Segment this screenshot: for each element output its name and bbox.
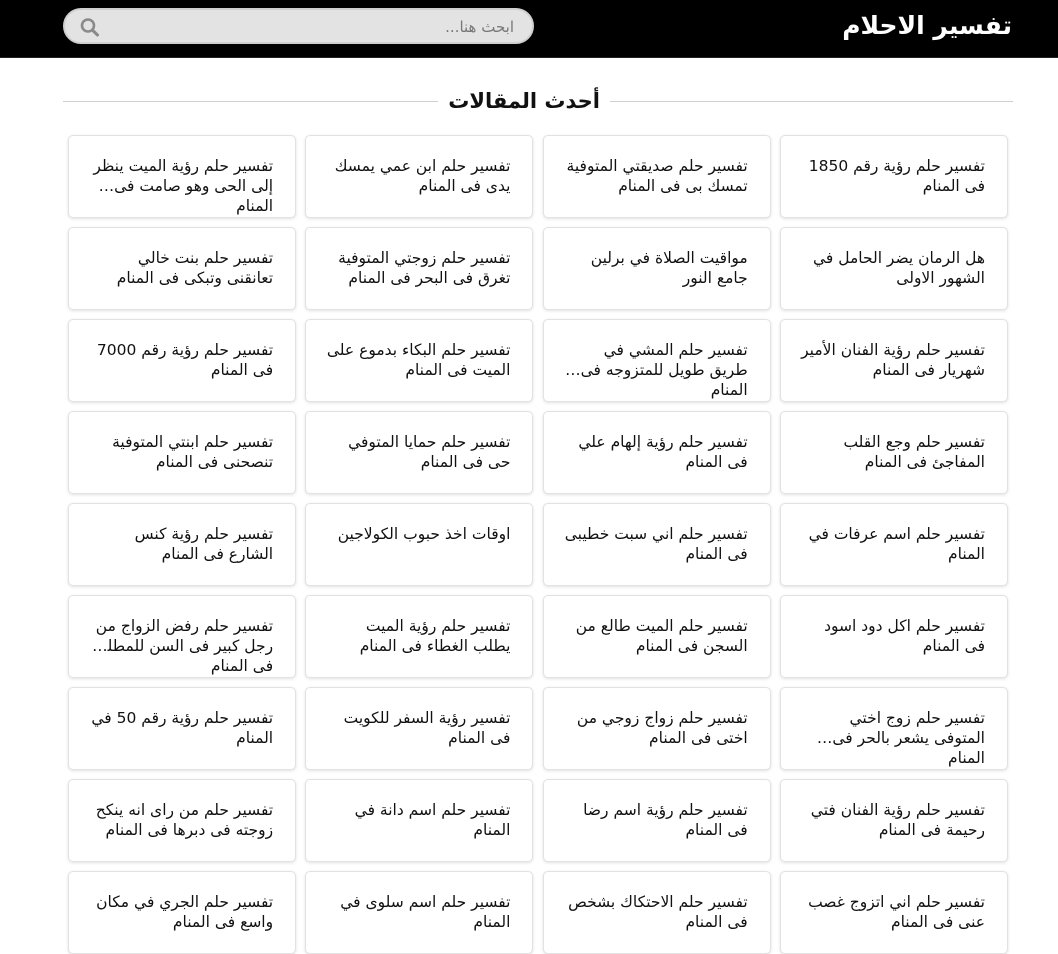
- article-card[interactable]: [780, 687, 1008, 770]
- search-input[interactable]: [112, 10, 516, 44]
- search-box: [63, 8, 534, 44]
- article-title[interactable]: تفسير حلم ابنتي المتوفية تنصحنى فى المنام: [112, 433, 274, 471]
- article-card[interactable]: [543, 779, 771, 862]
- article-card[interactable]: [543, 227, 771, 310]
- article-title[interactable]: تفسير حلم زوج اختي المتوفى يشعر بالحر فى المنام: [832, 709, 985, 767]
- article-title[interactable]: تفسير حلم رؤية كنس الشارع فى المنام: [134, 525, 274, 563]
- article-card[interactable]: [543, 135, 771, 218]
- article-title[interactable]: اوقات اخذ حبوب الكولاجين: [337, 525, 511, 543]
- article-title[interactable]: تفسير حلم رؤية الميت ينظر إلى الحى وهو صامت فى المنام: [93, 157, 274, 215]
- article-title[interactable]: تفسير حلم الاحتكاك بشخص فى المنام: [568, 893, 748, 931]
- article-title[interactable]: تفسير حلم رؤية الميت يطلب الغطاء فى المنام: [359, 617, 511, 655]
- article-title[interactable]: هل الرمان يضر الحامل في الشهور الاولى: [812, 249, 985, 287]
- article-card[interactable]: [68, 595, 296, 678]
- article-card[interactable]: [305, 871, 533, 954]
- article-card[interactable]: [305, 779, 533, 862]
- article-title[interactable]: تفسير حلم حمايا المتوفي حى فى المنام: [348, 433, 511, 471]
- article-card[interactable]: [68, 135, 296, 218]
- article-card[interactable]: [305, 319, 533, 402]
- site-logo[interactable]: تفسير الاحلام: [842, 11, 1012, 40]
- article-title[interactable]: تفسير حلم وجع القلب المفاجئ فى المنام: [843, 433, 985, 471]
- article-card[interactable]: [543, 595, 771, 678]
- article-card[interactable]: [780, 871, 1008, 954]
- top-bar: [0, 0, 1058, 58]
- article-card[interactable]: [780, 135, 1008, 218]
- article-title[interactable]: تفسير حلم زوجتي المتوفية تغرق فى البحر فى المنام: [338, 249, 511, 287]
- article-title[interactable]: تفسير حلم من راى انه ينكح زوجته فى دبرها فى المنام: [95, 801, 274, 839]
- article-card[interactable]: [68, 779, 296, 862]
- article-card[interactable]: [305, 227, 533, 310]
- article-title[interactable]: تفسير حلم اني سبت خطيبى فى المنام: [564, 525, 748, 563]
- article-title[interactable]: تفسير حلم اسم دانة في المنام: [354, 801, 511, 839]
- article-card[interactable]: [305, 687, 533, 770]
- article-card[interactable]: [780, 227, 1008, 310]
- article-title[interactable]: تفسير حلم اسم عرفات في المنام: [808, 525, 985, 563]
- article-card[interactable]: [68, 227, 296, 310]
- article-title[interactable]: تفسير حلم رؤية الفنان الأمير شهريار فى المنام: [801, 341, 985, 379]
- article-card[interactable]: [780, 595, 1008, 678]
- article-card[interactable]: [543, 411, 771, 494]
- article-card[interactable]: [780, 319, 1008, 402]
- article-card[interactable]: [68, 319, 296, 402]
- article-title[interactable]: تفسير حلم الجري في مكان واسع فى المنام: [96, 893, 274, 931]
- article-card[interactable]: [543, 871, 771, 954]
- article-card[interactable]: [780, 503, 1008, 586]
- article-card[interactable]: [543, 687, 771, 770]
- search-icon[interactable]: [79, 17, 101, 37]
- article-title[interactable]: تفسير حلم رؤية رقم 50 في المنام: [91, 709, 274, 747]
- articles-grid: [68, 135, 1008, 954]
- article-card[interactable]: [780, 779, 1008, 862]
- article-title[interactable]: تفسير حلم زواج زوجي من اختى فى المنام: [576, 709, 748, 747]
- article-title[interactable]: تفسير حلم اني اتزوج غصب عنى فى المنام: [808, 893, 985, 931]
- article-card[interactable]: [68, 687, 296, 770]
- article-card[interactable]: [780, 411, 1008, 494]
- article-title[interactable]: تفسير حلم المشي في طريق طويل للمتزوجه فى المنام: [580, 341, 748, 399]
- article-card[interactable]: [543, 503, 771, 586]
- article-title[interactable]: تفسير حلم رؤية اسم رضا فى المنام: [583, 801, 748, 839]
- article-card[interactable]: [543, 319, 771, 402]
- article-card[interactable]: [68, 503, 296, 586]
- article-card[interactable]: [68, 871, 296, 954]
- article-card[interactable]: [305, 135, 533, 218]
- article-title[interactable]: تفسير حلم اسم سلوى في المنام: [340, 893, 511, 931]
- article-title[interactable]: تفسير حلم ابن عمي يمسك يدى فى المنام: [334, 157, 511, 195]
- article-title[interactable]: تفسير حلم رؤية إلهام علي فى المنام: [578, 433, 748, 471]
- section-header: [63, 86, 1013, 116]
- article-title[interactable]: تفسير حلم الميت طالع من السجن فى المنام: [575, 617, 748, 655]
- article-title[interactable]: تفسير حلم البكاء بدموع على الميت فى المنام: [326, 341, 511, 379]
- article-title[interactable]: تفسير حلم بنت خالي تعانقنى وتبكى فى المنام: [116, 249, 274, 287]
- article-card[interactable]: [305, 411, 533, 494]
- article-title[interactable]: مواقيت الصلاة في برلين جامع النور: [590, 249, 748, 287]
- article-title[interactable]: تفسير حلم رؤية رقم 7000 فى المنام: [96, 341, 274, 379]
- article-title[interactable]: تفسير حلم رؤية رقم 1850 فى المنام: [808, 157, 985, 195]
- section-title: أحدث المقالات: [438, 86, 610, 116]
- article-title[interactable]: تفسير حلم اكل دود اسود فى المنام: [824, 617, 985, 655]
- article-card[interactable]: [68, 411, 296, 494]
- article-title[interactable]: تفسير حلم رفض الزواج من رجل كبير فى السن للمطلقة فى المنام: [91, 617, 274, 675]
- article-card[interactable]: [305, 595, 533, 678]
- article-title[interactable]: تفسير رؤية السفر للكويت فى المنام: [343, 709, 511, 747]
- article-title[interactable]: تفسير حلم صديقتي المتوفية تمسك بى فى المنام: [566, 157, 748, 195]
- article-card[interactable]: [305, 503, 533, 586]
- article-title[interactable]: تفسير حلم رؤية الفنان فتي رحيمة فى المنام: [810, 801, 985, 839]
